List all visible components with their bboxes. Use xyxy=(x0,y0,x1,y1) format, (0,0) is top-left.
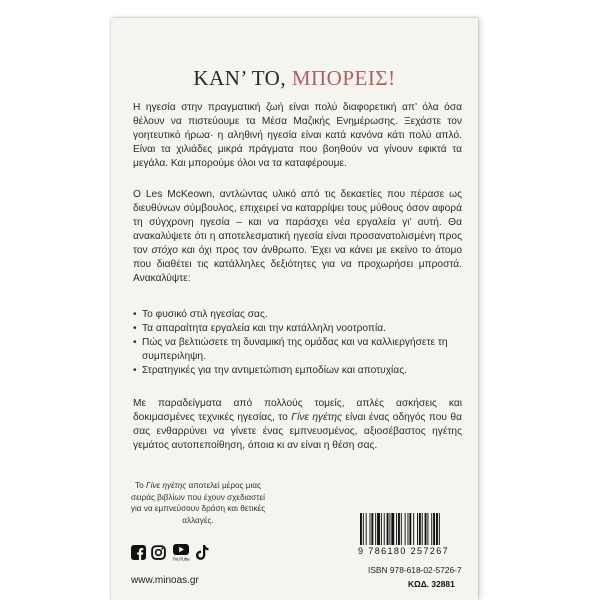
instagram-icon[interactable] xyxy=(151,545,166,560)
barcode-bar xyxy=(375,513,376,545)
barcode-bar xyxy=(419,513,421,545)
barcode-bar xyxy=(396,513,397,545)
benefits-list xyxy=(133,308,462,378)
series-note-text-a: Το xyxy=(135,481,146,490)
barcode-bar xyxy=(439,513,440,545)
series-note xyxy=(125,480,271,526)
youtube-icon[interactable] xyxy=(171,544,191,561)
product-code: ΚΩΔ. 32881 xyxy=(408,579,455,589)
closing-paragraph-text-a: Με παραδείγματα από πολλούς τομείς, απλές ασκήσεις και δοκιμασμένες τεχνικές ηγεσίας, το xyxy=(133,398,462,423)
barcode-bar xyxy=(417,513,418,545)
author-paragraph-text-a: Ο Les McKeown, αντλώντας υλικό από τις δεκαετίες που πέρασε ως διευθύνων σύμβουλος, επιχειρεί να καταρρίψει τους μύθους όσον αφορά τη σύγχρονη ηγεσία – και να παράσχει νέα εργαλεία γι’ αυτή. Θα ανακαλύψετε ότι η αποτελεσματική ηγεσία είναι προσανατολισμένη προς τον xyxy=(133,189,462,256)
facebook-icon[interactable] xyxy=(131,545,146,560)
barcode-bar xyxy=(413,513,414,545)
barcode-bar xyxy=(370,513,371,545)
barcode xyxy=(358,513,468,545)
barcode-bar xyxy=(408,513,409,545)
author-paragraph-text-c: και όχι προς τον άνθρωπο. Έχει να κάνει με εκείνο το άτομο που διαθέτει τις κατάλληλες δεξιότητες για να προχωρήσει μπροστά. Ανακαλύψτε: xyxy=(133,245,462,284)
barcode-digits: 9 786180 257267 xyxy=(358,546,450,556)
barcode-bar xyxy=(401,513,402,545)
title-part2: ΜΠΟΡΕΙΣ! xyxy=(291,66,396,90)
barcode-bar xyxy=(425,513,427,545)
author-paragraph-emphasis: στόχο xyxy=(151,245,178,256)
website-link[interactable]: www.minoas.gr xyxy=(131,575,199,586)
cover-title xyxy=(111,66,478,91)
barcode-bar xyxy=(398,513,400,545)
list-item: • Πώς να βελτιώσετε τη δυναμική της ομάδας και να καλλιεργήσετε τη συμπεριληψη. xyxy=(133,336,462,364)
barcode-bar xyxy=(387,513,389,545)
closing-paragraph-text-c: είναι ένας οδηγός που θα σας ενθαρρύνει να γίνετε ένας εμπνευσμένος, αξιοσέβαστος ηγέτης γεμάτος αυτοπεποίθηση, όποια κι αν είναι η θέση σας. xyxy=(133,412,462,451)
barcode-bar xyxy=(389,513,390,545)
series-note-text-c: αποτελεί μέρος μιας σειράς βιβλίων που έχουν σχεδιαστεί για να εμπνεύσουν δράση και θετικές αλλαγές. xyxy=(130,481,266,525)
back-cover xyxy=(111,18,478,600)
series-note-book-title: Γίνε ηγέτης xyxy=(145,481,187,490)
barcode-bar xyxy=(360,513,362,545)
barcode-bar xyxy=(405,513,406,545)
list-item: • Τα απαραίτητα εργαλεία και την κατάλληλη νοοτροπία. xyxy=(133,322,462,336)
barcode-bar xyxy=(409,513,411,545)
title-part1: ΚΑΝ’ ΤΟ, xyxy=(193,66,292,90)
social-icons xyxy=(131,544,209,561)
intro-paragraph: Η ηγεσία στην πραγματική ζωή είναι πολύ διαφορετική απ’ όλα όσα θέλουν να πιστεύουμε τα Μέσα Μαζικής Ενημέρωσης. Ξεχάστε τον γοητευτικό ήρωα· η αληθινή ηγεσία είναι κατά κανόνα κάτι πολύ απλό. Είναι τα χιλιάδες μικρά πράγματα που βοηθούν να γίνουν εφικτά τα μεγάλα. Και μπορούμε όλοι να τα καταφέρουμε. xyxy=(133,102,462,169)
list-item: • Το φυσικό στιλ ηγεσίας σας. xyxy=(133,308,462,322)
barcode-bar xyxy=(381,513,382,545)
barcode-bar xyxy=(391,513,394,545)
closing-paragraph xyxy=(133,397,462,453)
closing-paragraph-book-title: Γίνε ηγέτης xyxy=(291,412,342,423)
barcode-bar xyxy=(377,513,380,545)
barcode-bar xyxy=(431,513,432,545)
barcode-block xyxy=(358,513,474,556)
barcode-bar xyxy=(422,513,423,545)
youtube-label: YouTube xyxy=(172,556,190,561)
tiktok-icon[interactable] xyxy=(196,545,209,560)
barcode-bar xyxy=(427,513,428,545)
isbn: ISBN 978-618-02-5726-7 xyxy=(368,565,462,575)
barcode-bar xyxy=(436,513,438,545)
barcode-bar xyxy=(433,513,435,545)
barcode-bar xyxy=(371,513,373,545)
barcode-bar xyxy=(366,513,367,545)
barcode-bar xyxy=(363,513,364,545)
barcode-bar xyxy=(384,513,385,545)
list-item: • Στρατηγικές για την αντιμετώπιση εμποδίων και αποτυχίας. xyxy=(133,364,462,378)
author-paragraph xyxy=(133,188,462,286)
